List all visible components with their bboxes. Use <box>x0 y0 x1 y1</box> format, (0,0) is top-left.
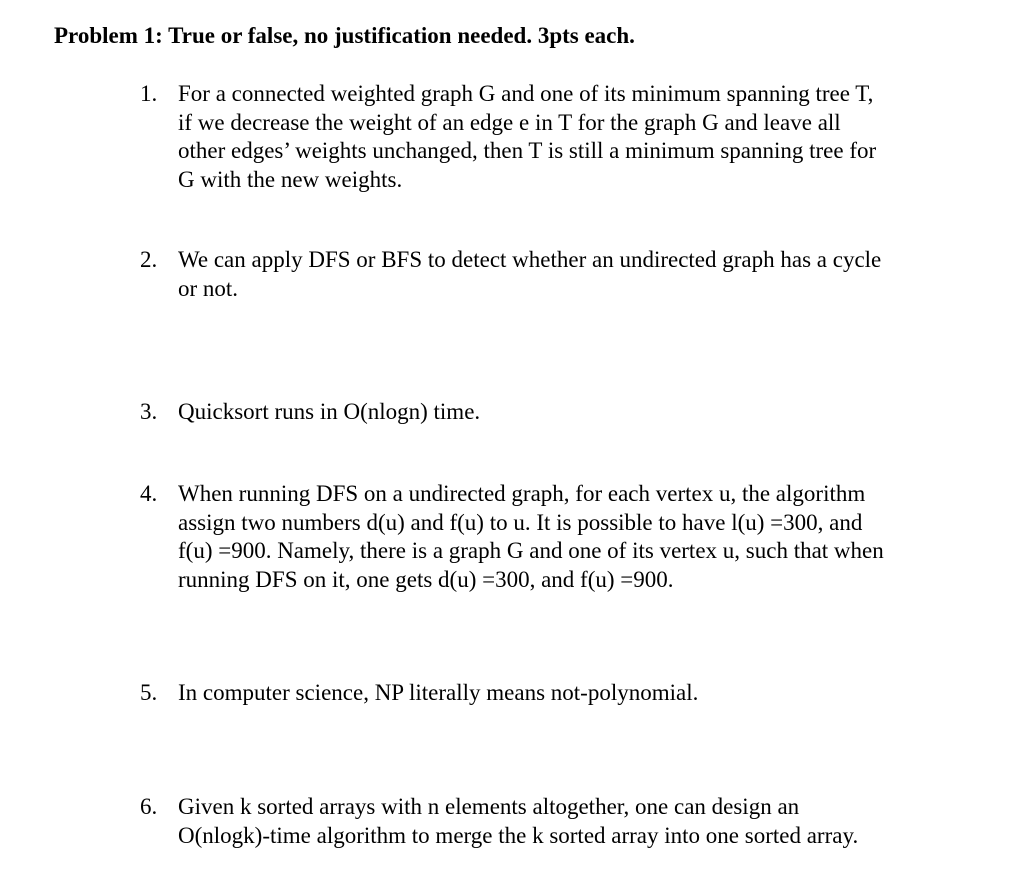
question-line: We can apply DFS or BFS to detect whether an undirected graph has a cycle <box>178 247 882 272</box>
question-line: if we decrease the weight of an edge e in T for the graph G and leave all <box>178 109 841 135</box>
question-line: When running DFS on a undirected graph, for each vertex u, the algorithm <box>178 481 866 506</box>
question-4 <box>140 480 970 594</box>
question-line: f(u) =900. Namely, there is a graph G and one of its vertex u, such that when <box>178 538 884 564</box>
question-3 <box>140 398 970 427</box>
question-line: For a connected weighted graph G and one of its minimum spanning tree T, <box>178 81 874 106</box>
question-line: running DFS on it, one gets d(u) =300, and f(u) =900. <box>178 566 674 592</box>
question-line: Quicksort runs in O(nlogn) time. <box>178 399 481 424</box>
question-line: other edges’ weights unchanged, then T is still a minimum spanning tree for <box>178 138 877 164</box>
question-number: 6. <box>140 794 158 819</box>
question-number: 4. <box>140 481 158 506</box>
question-text <box>178 793 970 850</box>
question-line: O(nlogk)-time algorithm to merge the k sorted array into one sorted array. <box>178 822 859 848</box>
problem-heading: Problem 1: True or false, no justification needed. 3pts each. <box>54 23 635 48</box>
question-line: assign two numbers d(u) and f(u) to u. It is possible to have l(u) =300, and <box>178 509 863 535</box>
question-1 <box>140 80 970 194</box>
question-number: 3. <box>140 399 158 424</box>
question-6 <box>140 793 970 850</box>
question-number: 2. <box>140 247 158 272</box>
question-line: G with the new weights. <box>178 166 403 192</box>
question-line: Given k sorted arrays with n elements altogether, one can design an <box>178 794 800 819</box>
question-number: 5. <box>140 680 158 705</box>
question-2 <box>140 246 970 303</box>
question-line: or not. <box>178 275 239 301</box>
question-text <box>178 398 970 427</box>
question-5 <box>140 679 970 708</box>
question-text <box>178 246 970 303</box>
question-text <box>178 679 970 708</box>
question-text <box>178 480 970 594</box>
question-number: 1. <box>140 81 158 106</box>
question-line: In computer science, NP literally means not-polynomial. <box>178 680 699 705</box>
question-text <box>178 80 970 194</box>
